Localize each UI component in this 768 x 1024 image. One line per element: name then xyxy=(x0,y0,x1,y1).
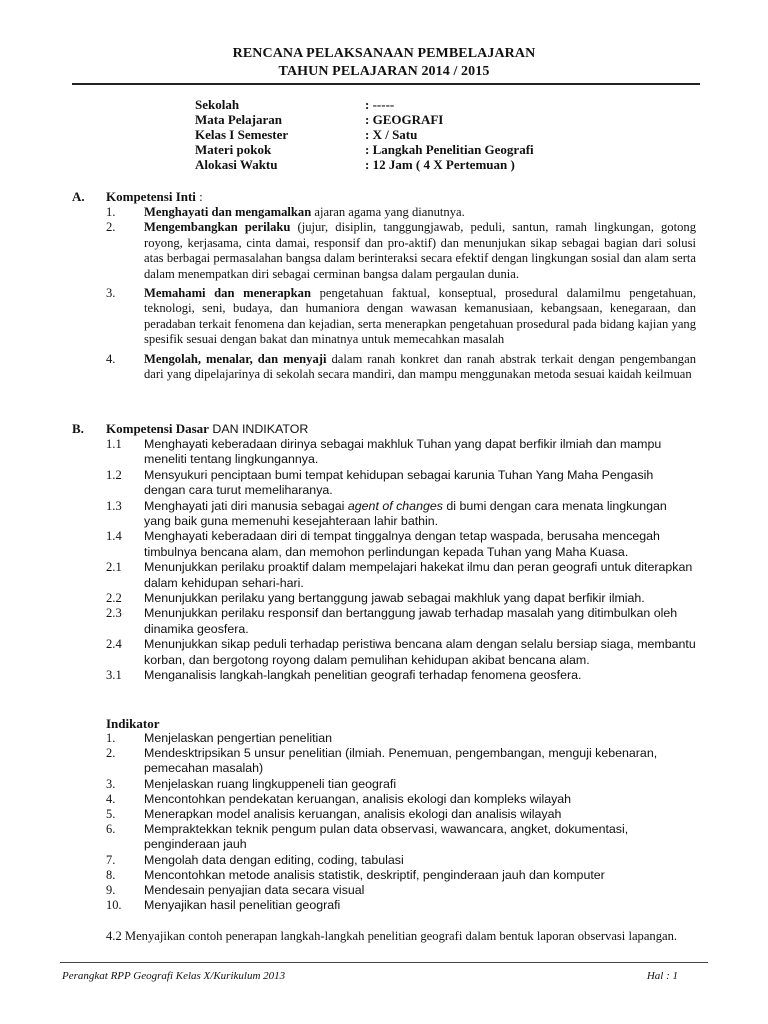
item-number: 4. xyxy=(106,351,116,366)
list-item xyxy=(106,792,696,807)
list-item xyxy=(106,499,696,530)
item-text: Mempraktekkan teknik pengum pulan data observasi, wawancara, angket, dokumentasi, penginderaan jauh xyxy=(144,822,629,852)
list-item xyxy=(106,591,696,606)
item-number: 2.4 xyxy=(106,637,122,652)
item-text: Menjelaskan ruang lingkuppeneli tian geografi xyxy=(144,776,397,791)
list-item xyxy=(106,220,696,282)
list-item xyxy=(106,637,696,668)
item-number: 2.2 xyxy=(106,591,122,606)
item-rest: pengetahuan faktual, konseptual, prosedural dalamilmu pengetahuan, teknologi, seni, budaya, dan humaniora dengan wawasan kemanusiaan, kebangsaan, kenegaraan, dan peradaban terkait fenomena dan kejadian, serta menerapkan pengetahuan prosedural pada bidang kajian yang spesifik sesuai dengan bakat dan minatnya untuk memecahkan masalah xyxy=(144,286,696,347)
list-item xyxy=(106,853,696,868)
item-number: 1.3 xyxy=(106,498,122,513)
list-item xyxy=(106,822,696,852)
footer-divider xyxy=(60,962,708,963)
info-row xyxy=(195,97,655,112)
item-number: 2.1 xyxy=(106,560,122,575)
info-key: Mata Pelajaran xyxy=(195,112,283,127)
item-text: Mendesktripsikan 5 unsur penelitian (ilmiah. Penemuan, pengembangan, menguji kebenaran, pemecahan masalah) xyxy=(144,746,658,776)
info-table xyxy=(195,97,655,172)
item-text xyxy=(144,499,696,530)
list-item xyxy=(106,606,696,637)
list-item xyxy=(106,746,696,776)
list-item xyxy=(106,883,696,898)
item-text: Menunjukkan perilaku responsif dan bertanggung jawab terhadap masalah yang ditimbulkan oleh dinamika geosfera. xyxy=(144,606,678,636)
item-text xyxy=(144,220,696,282)
indikator-list xyxy=(106,731,696,913)
item-number: 1.1 xyxy=(106,437,122,451)
item-number: 3. xyxy=(106,286,116,301)
info-row xyxy=(195,127,655,142)
item-number: 1.2 xyxy=(106,467,122,482)
list-item xyxy=(106,437,696,468)
item-bold: Mengembangkan perilaku xyxy=(144,220,291,235)
title-divider xyxy=(72,83,700,85)
document-title: RENCANA PELAKSANAAN PEMBELAJARAN xyxy=(232,46,536,61)
item-number: 10. xyxy=(106,898,122,913)
section-a-title-text: Kompetensi Inti xyxy=(106,189,196,204)
item-text: Mencontohkan metode analisis statistik, deskriptif, penginderaan jauh dan komputer xyxy=(144,867,605,882)
section-a-colon: : xyxy=(195,189,203,204)
item-bold: Mengolah, menalar, dan menyaji xyxy=(144,351,327,366)
list-item xyxy=(106,529,696,560)
info-value: : ----- xyxy=(365,97,395,112)
item-number: 3. xyxy=(106,776,116,791)
info-row xyxy=(195,112,655,127)
item-number: 2.3 xyxy=(106,606,122,621)
list-item xyxy=(106,560,696,591)
item-text-post: di bumi dengan cara menata lingkungan yang baik guna memenuhi kesejahteraan lahir bathin. xyxy=(144,498,667,529)
item-rest: ajaran agama yang dianutnya. xyxy=(311,205,465,219)
item-text: Menunjukkan perilaku yang bertanggung jawab sebagai makhluk yang dapat berfikir ilmiah. xyxy=(144,591,645,606)
info-value: : GEOGRAFI xyxy=(365,112,444,127)
item-number: 4. xyxy=(106,791,116,806)
item-number: 8. xyxy=(106,867,116,882)
list-item xyxy=(106,205,696,220)
info-row xyxy=(195,142,655,157)
page-number: Hal : 1 xyxy=(646,970,678,982)
info-value: : Langkah Penelitian Geografi xyxy=(365,142,534,157)
item-text: Menunjukkan perilaku proaktif dalam mempelajari hakekat ilmu dan peran geografi untuk diterapkan dalam kehidupan sehari-hari. xyxy=(144,560,693,590)
list-item xyxy=(106,731,696,746)
item-text: Menunjukkan sikap peduli terhadap peristiwa bencana alam dengan selalu bersiap siaga, membantu korban, dan bergotong royong dalam pemulihan kehidupan akibat bencana alam. xyxy=(144,637,696,667)
section-b-title xyxy=(106,421,308,437)
kompetensi-inti-list xyxy=(106,205,696,382)
item-number: 1. xyxy=(106,205,116,219)
kompetensi-dasar-4-2: 4.2 Menyajikan contoh penerapan langkah-langkah penelitian geografi dalam bentuk laporan observasi lapangan. xyxy=(106,929,678,943)
list-item xyxy=(106,286,696,348)
item-number: 7. xyxy=(106,852,116,867)
item-text: Mendesain penyajian data secara visual xyxy=(144,883,365,898)
section-a-title xyxy=(106,189,203,205)
item-text: Menganalisis langkah-langkah penelitian geografi terhadap fenomena geosfera. xyxy=(144,668,582,683)
list-item xyxy=(106,777,696,792)
info-value: : 12 Jam ( 4 X Pertemuan ) xyxy=(365,157,515,172)
item-text xyxy=(144,352,696,383)
item-text: Menerapkan model analisis keruangan, analisis ekologi dan analisis wilayah xyxy=(144,807,562,822)
item-number: 9. xyxy=(106,883,116,898)
section-b-title-rest: DAN INDIKATOR xyxy=(208,422,309,436)
info-key: Alokasi Waktu xyxy=(195,157,278,172)
list-item xyxy=(106,468,696,499)
item-text: Menghayati keberadaan dirinya sebagai makhluk Tuhan yang dapat berfikir ilmiah dan mampu meneliti tentang lingkungannya. xyxy=(144,437,662,467)
list-item xyxy=(106,898,696,913)
info-row xyxy=(195,157,655,172)
item-number: 2. xyxy=(106,220,116,235)
section-b-letter: B. xyxy=(72,421,84,436)
item-number: 2. xyxy=(106,746,116,761)
item-text xyxy=(144,286,696,348)
item-text-italic: agent of changes xyxy=(347,498,443,513)
item-bold: Menghayati dan mengamalkan xyxy=(144,205,312,219)
item-text: Menghayati keberadaan diri di tempat tinggalnya dengan tetap waspada, berusaha mencegah timbulnya bencana alam, dan memohon perlindungan kepada Tuhan yang Maha Kuasa. xyxy=(144,529,660,559)
section-a-letter: A. xyxy=(72,189,85,204)
item-text: Menyajikan hasil penelitian geografi xyxy=(144,898,341,913)
kompetensi-dasar-list xyxy=(106,437,696,684)
section-b-title-bold: Kompetensi Dasar xyxy=(106,421,209,436)
item-text xyxy=(144,205,696,220)
document-subtitle: TAHUN PELAJARAN 2014 / 2015 xyxy=(278,64,490,79)
list-item xyxy=(106,807,696,822)
item-rest: dalam ranah konkret dan ranah abstrak terkait dengan pengembangan dari yang dipelajarinya di sekolah secara mandiri, dan mampu menggunakan metoda sesuai kaidah keilmuan xyxy=(144,351,696,382)
item-text: Mengolah data dengan editing, coding, tabulasi xyxy=(144,852,404,867)
item-text: Mensyukuri penciptaan bumi tempat kehidupan sebagai karunia Tuhan Yang Maha Pengasih dengan cara turut memeliharanya. xyxy=(144,467,654,498)
item-number: 3.1 xyxy=(106,668,122,683)
item-rest: (jujur, disiplin, tanggungjawab, peduli, santun, ramah lingkungan, gotong royong, kerjasama, cinta damai, responsif dan pro-aktif) dan menunjukan sikap sebagai bagian dari solusi atas berbagai permasalahan bangsa dalam berinteraksi secara efektif dengan lingkungan sosial dan alam serta dalam menempatkan diri sebagai cerminan bangsa dalam pergaulan dunia. xyxy=(144,220,696,281)
item-number: 5. xyxy=(106,807,116,822)
info-key: Materi pokok xyxy=(195,142,272,157)
item-number: 6. xyxy=(106,822,116,837)
list-item xyxy=(106,352,696,383)
list-item xyxy=(106,668,696,683)
item-number: 1. xyxy=(106,731,116,745)
item-bold: Memahami dan menerapkan xyxy=(144,286,311,301)
indikator-title: Indikator xyxy=(106,716,160,731)
item-text: Menjelaskan pengertian penelitian xyxy=(144,731,333,745)
info-key: Sekolah xyxy=(195,97,240,112)
list-item xyxy=(106,868,696,883)
item-text-pre: Menghayati jati diri manusia sebagai xyxy=(144,498,348,513)
footer-left-text: Perangkat RPP Geografi Kelas X/Kurikulum 2013 xyxy=(62,970,286,982)
info-value: : X / Satu xyxy=(365,127,418,142)
item-text: Mencontohkan pendekatan keruangan, analisis ekologi dan kompleks wilayah xyxy=(144,791,572,806)
info-key: Kelas I Semester xyxy=(195,127,289,142)
item-number: 1.4 xyxy=(106,529,122,544)
